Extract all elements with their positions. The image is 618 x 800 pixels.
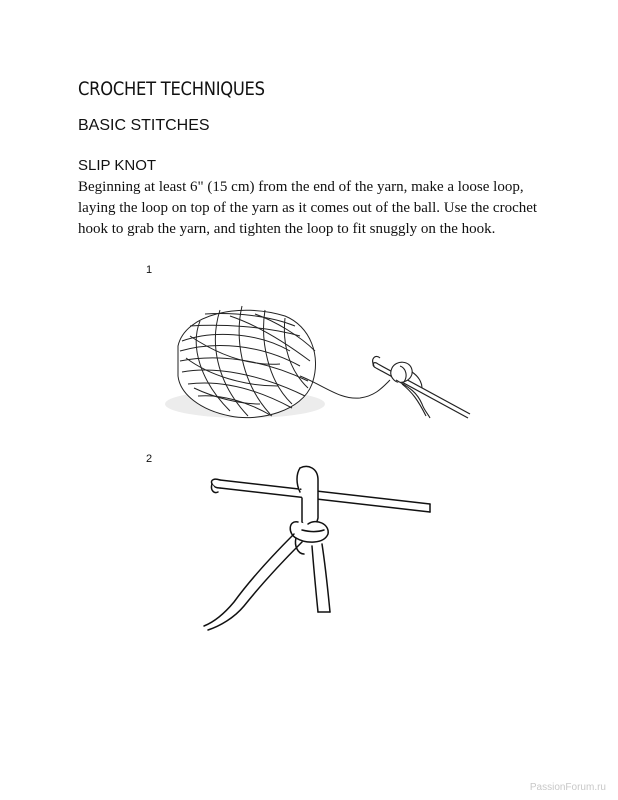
section-title: SLIP KNOT xyxy=(78,157,157,174)
page-subtitle: BASIC STITCHES xyxy=(78,117,210,134)
step-number-2: 2 xyxy=(146,453,153,465)
step-number-1: 1 xyxy=(146,264,153,276)
page-title: CROCHET TECHNIQUES xyxy=(78,78,265,100)
yarn-ball-illustration xyxy=(160,296,480,436)
slip-knot-on-hook-illustration xyxy=(190,462,440,632)
watermark-text: PassionForum.ru xyxy=(529,782,606,793)
instruction-paragraph: Beginning at least 6" (15 cm) from the end of the yarn, make a loose loop, laying the loop on top of the yarn as it comes out of the ball. Use the crochet hook to grab the yarn, and tighten the loop to fit snuggly on the hook. xyxy=(78,179,538,237)
